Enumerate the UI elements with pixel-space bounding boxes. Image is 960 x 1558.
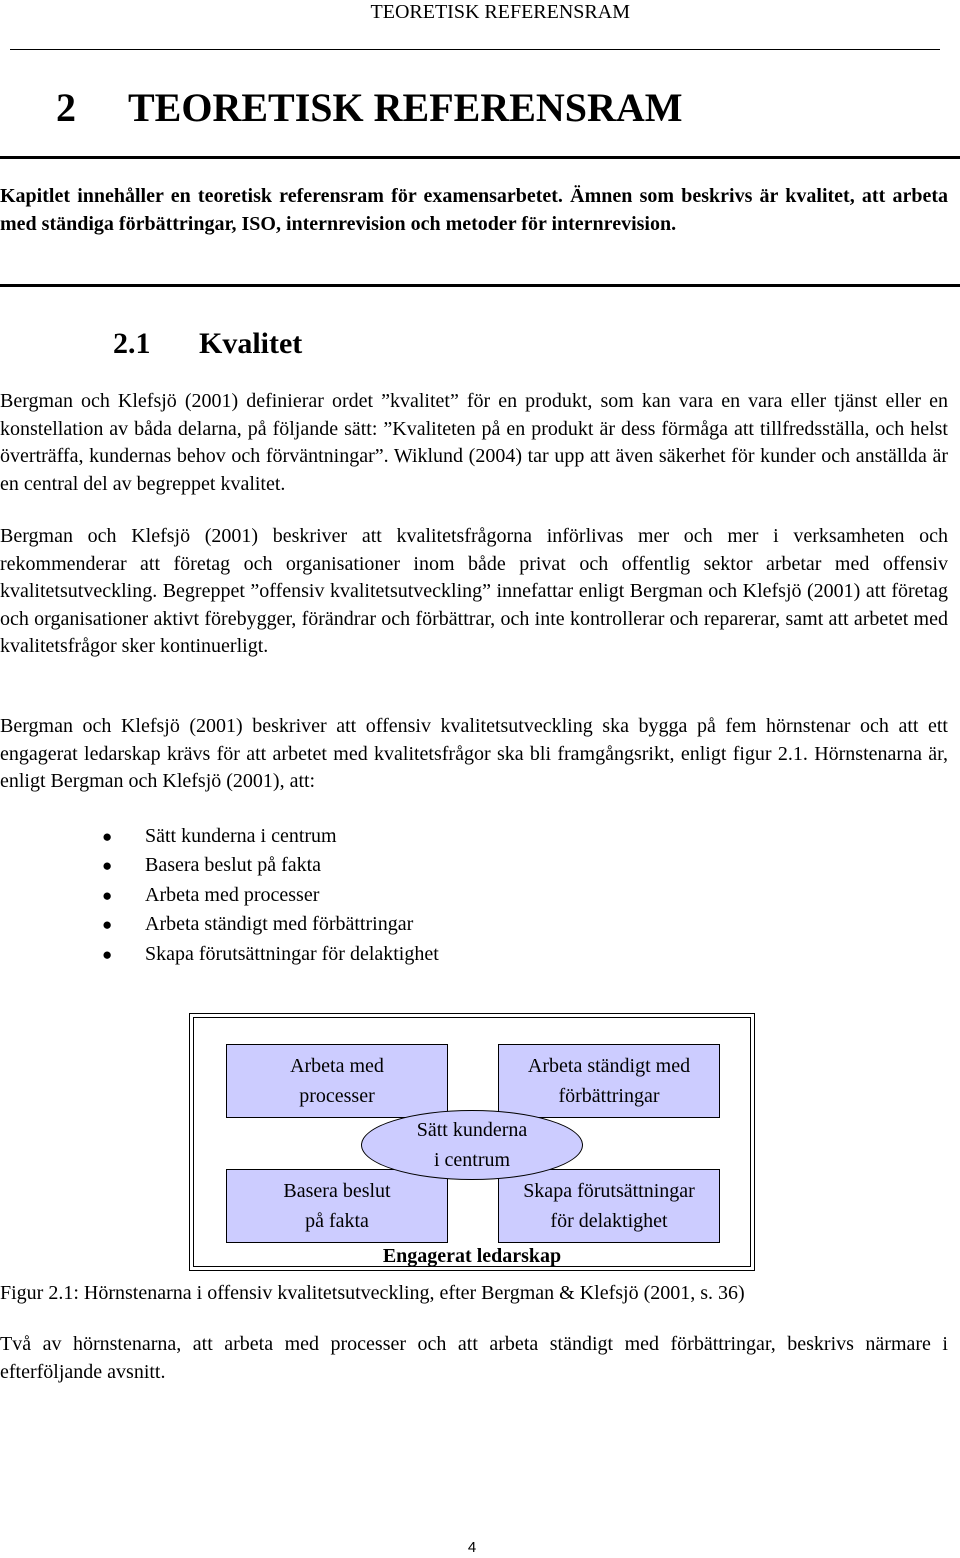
header-rule <box>10 49 940 50</box>
list-item-text: Arbeta ständigt med förbättringar <box>145 913 414 936</box>
figure-box-improvements: Arbeta ständigt med förbättringar <box>498 1044 720 1118</box>
paragraph-cornerstones-intro: Bergman och Klefsjö (2001) beskriver att offensiv kvalitetsutveckling ska bygga på fem hörnstenar och att ett engagerat ledarskap krävs för att arbetet med kvalitetsfrågor ska bli framgångsrikt, enligt figur 2.1. Hörnstenarna är, enligt Bergman och Klefsjö (2001), att: <box>0 715 948 792</box>
figure-box-participation: Skapa förutsättningar för delaktighet <box>498 1169 720 1243</box>
figure-box-processes: Arbeta med processer <box>226 1044 448 1118</box>
figure-ellipse-customers: Sätt kunderna i centrum <box>361 1110 583 1180</box>
running-header: TEORETISK REFERENSRAM <box>370 1 630 23</box>
section-title <box>113 325 302 363</box>
chapter-title-text: TEORETISK REFERENSRAM <box>128 85 683 130</box>
bullet-icon: ● <box>102 944 113 964</box>
bullet-icon: ● <box>102 885 113 905</box>
section-number: 2.1 <box>113 327 151 360</box>
list-item-text: Arbeta med processer <box>145 883 320 906</box>
chapter-abstract: Kapitlet innehåller en teoretisk referensram för examensarbetet. Ämnen som beskrivs är kvalitet, att arbeta med ständiga förbättringar, ISO, internrevision och metoder för internrevision. <box>0 185 948 235</box>
bullet-icon: ● <box>102 827 113 846</box>
list-item <box>102 940 439 969</box>
chapter-title <box>56 84 683 132</box>
list-item <box>102 881 439 910</box>
figure-inner-frame <box>193 1017 751 1267</box>
list-item-text: Basera beslut på fakta <box>145 854 322 877</box>
cornerstones-figure <box>189 1013 755 1271</box>
abstract-rule-top <box>0 156 960 159</box>
page-number: 4 <box>467 1539 477 1556</box>
paragraph-cornerstones-followup: Två av hörnstenarna, att arbeta med processer och att arbeta ständigt med förbättringar, beskrivs närmare i efterföljande avsnitt. <box>0 1333 948 1383</box>
list-item <box>102 822 439 851</box>
list-item-text: Skapa förutsättningar för delaktighet <box>145 942 439 965</box>
figure-box-facts: Basera beslut på fakta <box>226 1169 448 1243</box>
bullet-icon: ● <box>102 915 113 935</box>
chapter-number: 2 <box>56 85 76 130</box>
abstract-rule-bottom <box>0 284 960 287</box>
paragraph-quality-definition: Bergman och Klefsjö (2001) definierar ordet ”kvalitet” för en produkt, som kan vara en vara eller tjänst eller en konstellation av båda delarna, på följande sätt: ”Kvaliteten på en produkt är dess förmåga att tillfredsställa, och helst överträffa, kundernas behov och förväntningar”. Wiklund (2004) tar upp att även säkerhet för kunder och anställda är en central del av begreppet kvalitet. <box>0 390 948 495</box>
cornerstones-list <box>102 822 439 969</box>
bullet-icon: ● <box>102 856 113 876</box>
figure-caption: Figur 2.1: Hörnstenarna i offensiv kvalitetsutveckling, efter Bergman & Klefsjö (2001, s. 36) <box>0 1282 745 1304</box>
section-title-text: Kvalitet <box>199 327 303 360</box>
list-item <box>102 910 439 939</box>
list-item-text: Sätt kunderna i centrum <box>145 825 337 847</box>
list-item <box>102 851 439 880</box>
paragraph-offensive-quality: Bergman och Klefsjö (2001) beskriver att kvalitetsfrågorna införlivas mer och mer i verksamheten och rekommenderar att företag och organisationer inom både privat och offentlig sektor arbetar med offensiv kvalitetsutveckling. Begreppet ”offensiv kvalitetsutveckling” innefattar enligt Bergman och Klefsjö (2001) att företag och organisationer aktivt förebygger, förändrar och förbättrar, och inte kontrollerar och reparerar, samt att arbetet med kvalitetsfrågor sker kontinuerligt. <box>0 525 948 657</box>
figure-foundation-label: Engagerat ledarskap <box>382 1245 562 1267</box>
